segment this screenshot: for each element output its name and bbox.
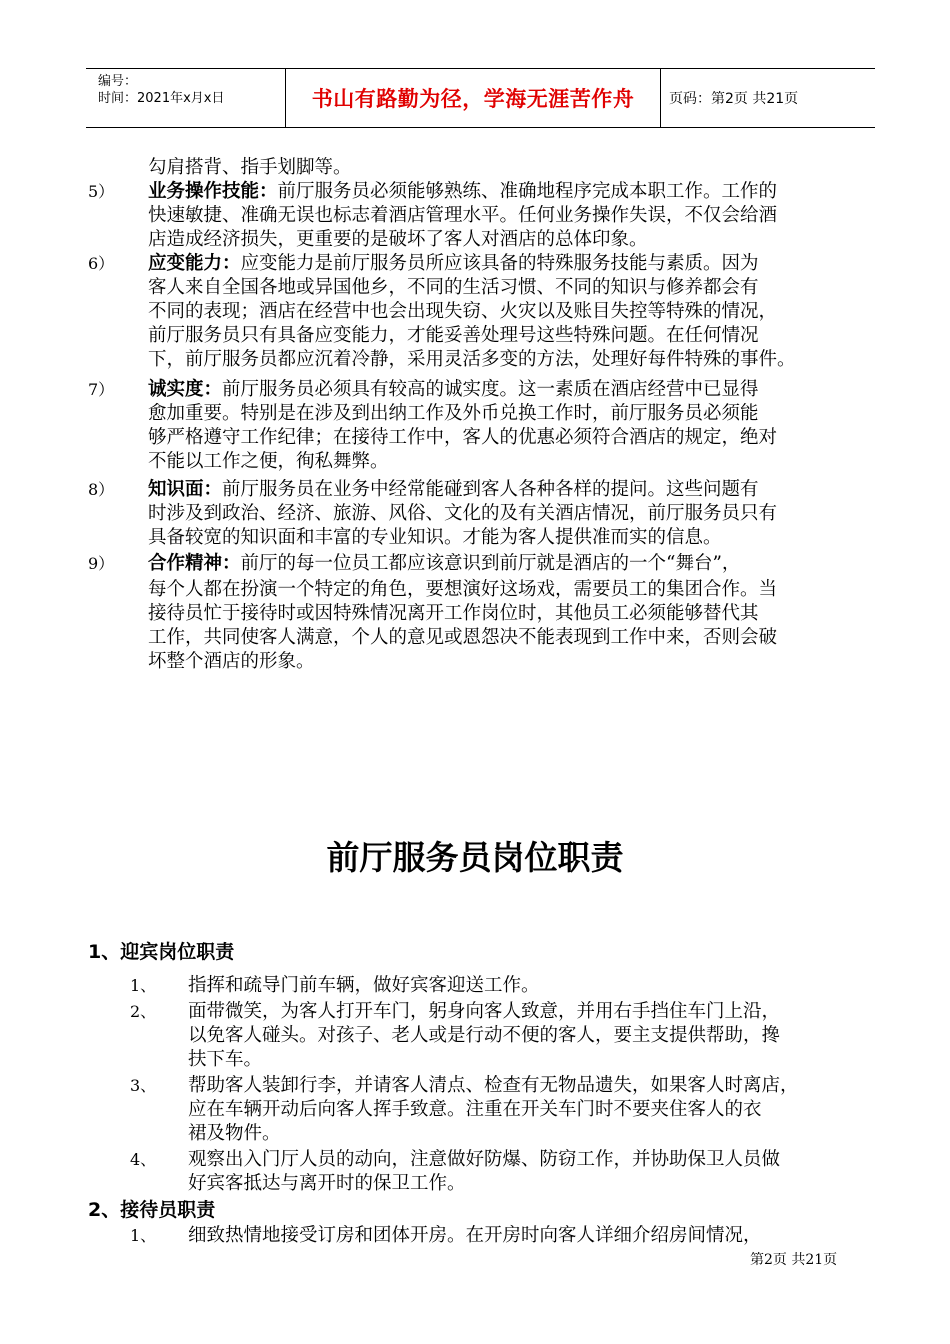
list-item-line: 时涉及到政治、经济、旅游、风俗、文化的及有关酒店情况，前厅服务员只有 xyxy=(148,503,778,524)
list-item-line: 细致热情地接受订房和团体开房。在开房时向客人详细介绍房间情况， xyxy=(188,1225,762,1246)
list-item-line: 以免客人碰头。对孩子、老人或是行动不便的客人，要主支提供帮助，搀 xyxy=(188,1025,781,1046)
list-number: 7） xyxy=(88,380,115,399)
list-item-term: 知识面： xyxy=(148,479,223,500)
list-item-line: 帮助客人装卸行李，并请客人清点、检查有无物品遗失，如果客人时离店， xyxy=(188,1075,799,1096)
list-number: 5） xyxy=(88,182,115,201)
page-footer: 第2页 共21页 xyxy=(750,1252,838,1268)
header-page-number: 页码：第2页 共21页 xyxy=(669,91,799,107)
list-item-line: 前厅服务员只有具备应变能力，才能妥善处理号这些特殊问题。在任何情况 xyxy=(148,325,759,346)
list-item-line: 合作精神：前厅的每一位员工都应该意识到前厅就是酒店的一个“舞台”， xyxy=(148,553,741,574)
continuation-line: 勾肩搭背、指手划脚等。 xyxy=(148,157,352,178)
page-title: 前厅服务员岗位职责 xyxy=(326,838,624,877)
list-item-line: 每个人都在扮演一个特定的角色，要想演好这场戏，需要员工的集团合作。当 xyxy=(148,579,778,600)
list-number: 8） xyxy=(88,480,115,499)
list-item-line: 坏整个酒店的形象。 xyxy=(148,651,315,672)
section-heading: 1、迎宾岗位职责 xyxy=(88,941,235,963)
section-heading: 2、接待员职责 xyxy=(88,1199,216,1221)
document-number-label: 编号： xyxy=(98,74,138,89)
list-item-line: 不能以工作之便，徇私舞弊。 xyxy=(148,451,389,472)
list-item-line: 指挥和疏导门前车辆，做好宾客迎送工作。 xyxy=(188,975,540,996)
list-item-line: 接待员忙于接待时或因特殊情况离开工作岗位时，其他员工必须能够替代其 xyxy=(148,603,759,624)
list-item-line: 下，前厅服务员都应沉着冷静，采用灵活多变的方法，处理好每件特殊的事件。 xyxy=(148,349,796,370)
list-item-line: 工作，共同使客人满意，个人的意见或恩怨决不能表现到工作中来，否则会破 xyxy=(148,627,778,648)
list-item-line: 观察出入门厅人员的动向，注意做好防爆、防窃工作，并协助保卫人员做 xyxy=(188,1149,781,1170)
list-number: 4、 xyxy=(130,1150,157,1169)
list-item-line: 面带微笑，为客人打开车门，躬身向客人致意，并用右手挡住车门上沿， xyxy=(188,1001,781,1022)
header-motto: 书山有路勤为径，学海无涯苦作舟 xyxy=(286,69,661,127)
list-item-term: 合作精神： xyxy=(148,553,241,574)
list-number: 1、 xyxy=(130,976,157,995)
list-item-line: 具备较宽的知识面和丰富的专业知识。才能为客人提供准而实的信息。 xyxy=(148,527,722,548)
list-item-line: 够严格遵守工作纪律；在接待工作中，客人的优惠必须符合酒店的规定，绝对 xyxy=(148,427,778,448)
list-number: 1、 xyxy=(130,1226,157,1245)
list-number: 2、 xyxy=(130,1002,157,1021)
header-meta xyxy=(86,69,286,127)
document-time-label: 时间：2021年x月x日 xyxy=(98,91,225,106)
list-item-line: 裙及物件。 xyxy=(188,1123,281,1144)
list-number: 3、 xyxy=(130,1076,157,1095)
list-item-line: 店造成经济损失，更重要的是破坏了客人对酒店的总体印象。 xyxy=(148,229,648,250)
list-item-line: 扶下车。 xyxy=(188,1049,263,1070)
page-header xyxy=(86,68,875,128)
list-item-line: 应在车辆开动后向客人挥手致意。注重在开关车门时不要夹住客人的衣 xyxy=(188,1099,762,1120)
list-number: 6） xyxy=(88,254,115,273)
list-item-line: 业务操作技能：前厅服务员必须能够熟练、准确地程序完成本职工作。工作的 xyxy=(148,181,778,202)
list-item-line: 愈加重要。特别是在涉及到出纳工作及外币兑换工作时，前厅服务员必须能 xyxy=(148,403,759,424)
list-item-term: 应变能力： xyxy=(148,253,241,274)
list-item-line: 诚实度：前厅服务员必须具有较高的诚实度。这一素质在酒店经营中已显得 xyxy=(148,379,759,400)
list-item-line: 知识面：前厅服务员在业务中经常能碰到客人各种各样的提问。这些问题有 xyxy=(148,479,759,500)
list-item-term: 诚实度： xyxy=(148,379,223,400)
list-item-line: 快速敏捷、准确无误也标志着酒店管理水平。任何业务操作失误，不仅会给酒 xyxy=(148,205,778,226)
list-number: 9） xyxy=(88,554,115,573)
list-item-line: 客人来自全国各地或异国他乡，不同的生活习惯、不同的知识与修养都会有 xyxy=(148,277,759,298)
list-item-line: 应变能力：应变能力是前厅服务员所应该具备的特殊服务技能与素质。因为 xyxy=(148,253,759,274)
list-item-line: 不同的表现；酒店在经营中也会出现失窃、火灾以及账目失控等特殊的情况， xyxy=(148,301,778,322)
list-item-line: 好宾客抵达与离开时的保卫工作。 xyxy=(188,1173,466,1194)
list-item-term: 业务操作技能： xyxy=(148,181,278,202)
